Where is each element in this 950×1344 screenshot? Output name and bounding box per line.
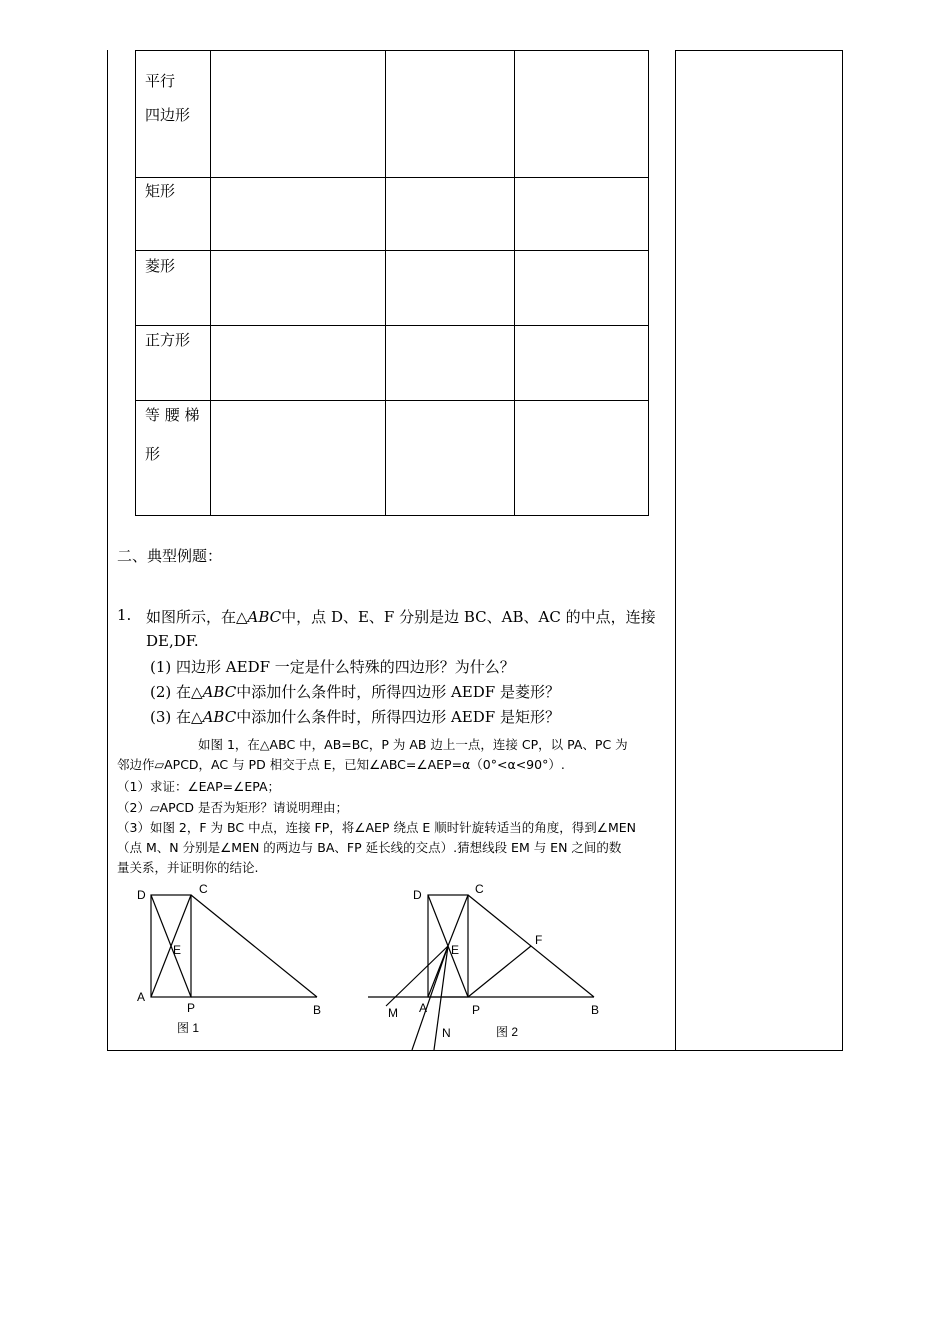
example-1-number: 1. [117,606,132,624]
example-2-line2: 邻边作▱APCD，AC 与 PD 相交于点 E，已知∠ABC=∠AEP=α（0°<α<90°）. [117,757,565,772]
fig1-label-b: B [313,1003,322,1017]
example-2-line1: 如图 1，在△ABC 中，AB=BC，P 为 AB 边上一点，连接 CP，以 PA、PC 为 [198,737,628,752]
fig1-label-e: E [173,943,182,957]
outer-divider [675,50,676,1051]
row-label-parallelogram: 平行 四边形 [145,72,191,124]
example-2-question-1: （1）求证：∠EAP=∠EPA； [117,779,281,794]
fig2-label-n: N [442,1026,451,1040]
fig2-label-m: M [388,1006,398,1020]
figure-2 [362,878,612,1050]
example-1-question-1: (1) 四边形 AEDF 一定是什么特殊的四边形？为什么？ [150,658,515,676]
example-2-question-3-line3: 量关系，并证明你的结论. [117,860,259,875]
example-2-question-3-line2: （点 M、N 分别是∠MEN 的两边与 BA、FP 延长线的交点）.猜想线段 EM 与 EN 之间的数 [117,840,622,855]
row-label-square: 正方形 [145,331,191,349]
fig2-label-d: D [413,888,422,902]
example-2-question-3-line1: （3）如图 2，F 为 BC 中点，连接 FP，将∠AEP 绕点 E 顺时针旋转适当的角度，得到∠MEN [117,820,637,835]
example-1-line2: DE,DF. [146,632,199,650]
fig2-caption: 图 2 [496,1025,519,1039]
fig1-label-p: P [187,1001,196,1015]
outer-top-right [675,50,843,51]
example-1-line1: 如图所示，在△ABC中，点 D、E、F 分别是边 BC、AB、AC 的中点，连接 [146,608,656,626]
row-label-isosceles-trapezoid: 等 腰 梯 形 [145,406,200,463]
fig2-label-a: A [419,1001,428,1015]
fig1-label-c: C [199,882,208,896]
example-2-question-2: （2）▱APCD 是否为矩形？请说明理由； [117,800,348,815]
fig1-label-d: D [137,888,146,902]
figure-1 [120,878,340,1043]
fig2-label-f: F [535,933,543,947]
outer-right-border [842,50,843,1051]
outer-left-border [107,50,108,1051]
example-1-question-2: (2) 在△ABC中添加什么条件时，所得四边形 AEDF 是菱形？ [150,683,560,701]
fig2-label-c: C [475,882,484,896]
row-label-rhombus: 菱形 [145,257,176,275]
section-heading: 二、典型例题： [117,547,223,565]
fig1-caption: 图 1 [177,1021,200,1035]
fig1-label-a: A [137,990,146,1004]
example-1-question-3: (3) 在△ABC中添加什么条件时，所得四边形 AEDF 是矩形？ [150,708,560,726]
fig2-label-b: B [591,1003,600,1017]
fig2-label-p: P [472,1003,481,1017]
row-label-rectangle: 矩形 [145,182,176,200]
fig2-label-e: E [451,943,460,957]
outer-bottom-border [107,1050,843,1051]
